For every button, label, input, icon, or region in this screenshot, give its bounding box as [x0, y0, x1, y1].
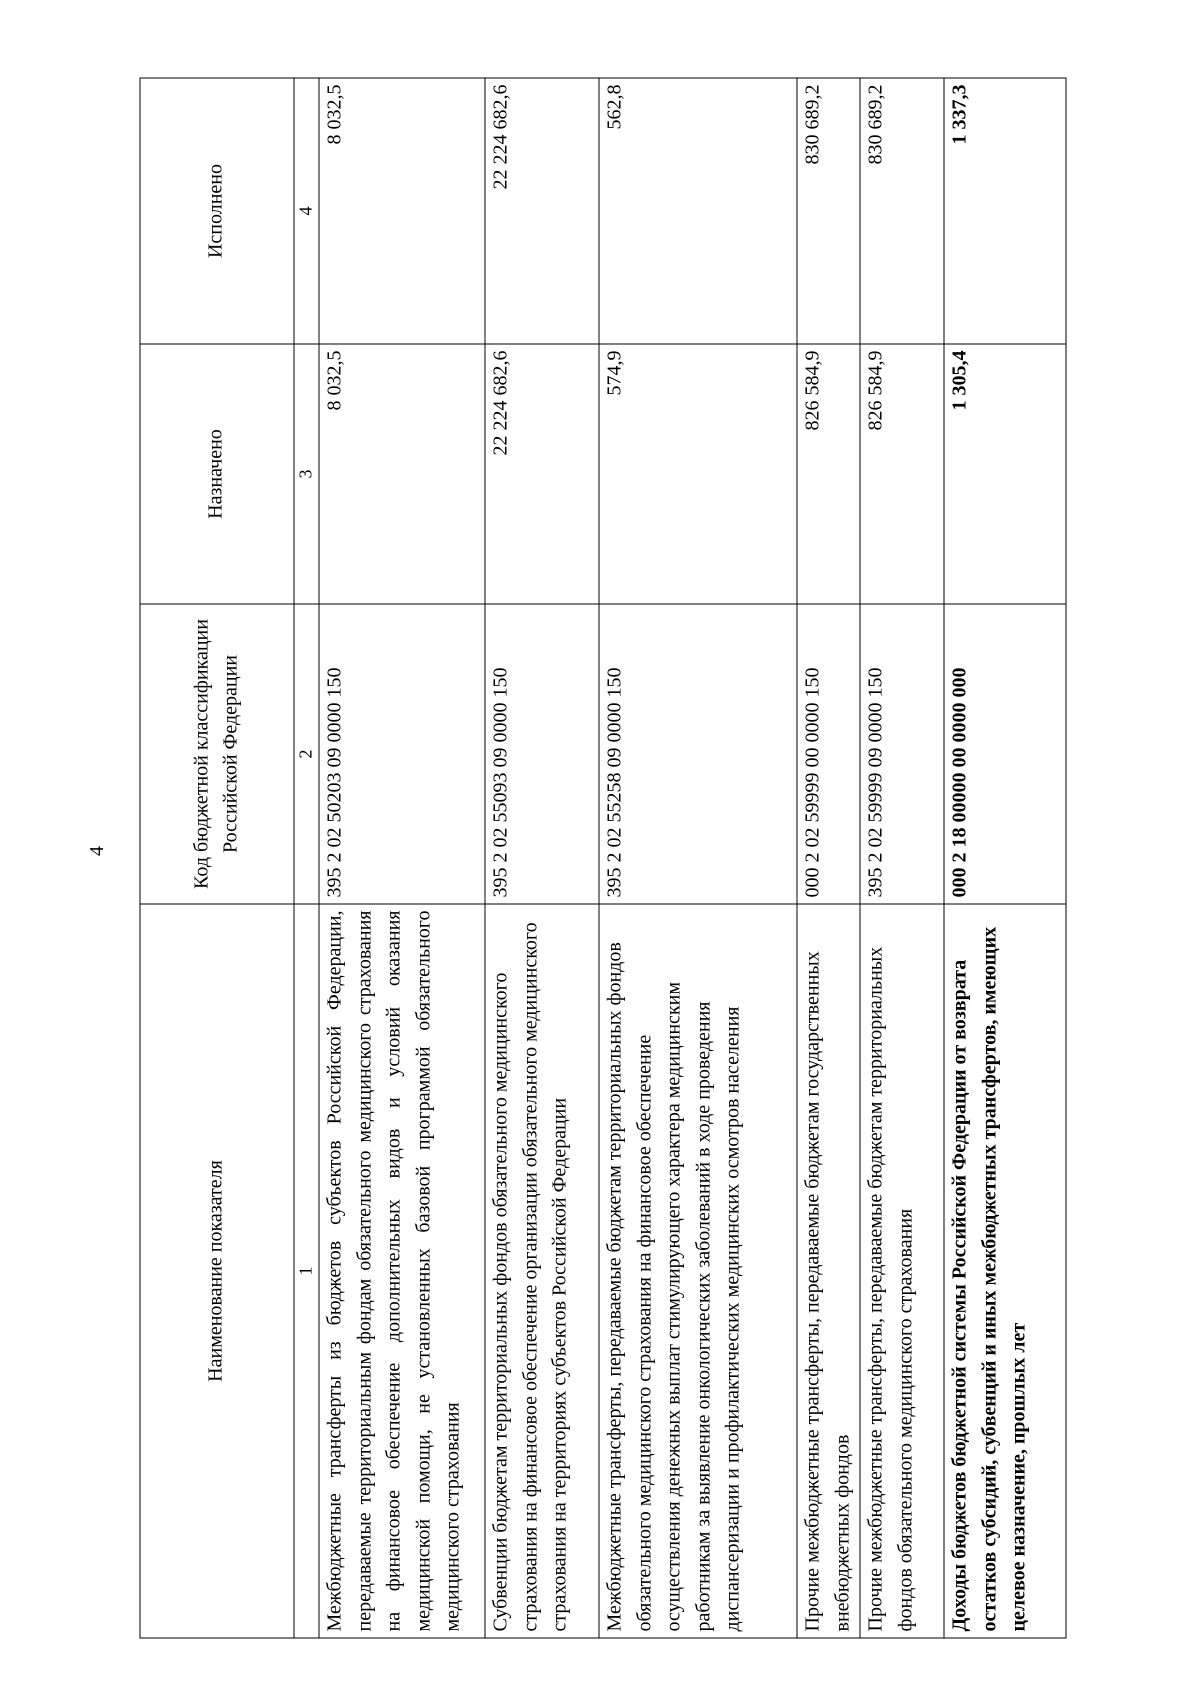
table-row: [599, 78, 797, 1638]
column-number: 2: [294, 604, 319, 904]
page-number: 4: [86, 846, 108, 856]
row-name: Субвенции бюджетам территориальных фондов обязательного медицинского страхования на финансовое обеспечение организации обязательного медицинского страхования на территориях субъектов Российской Федерации: [485, 904, 599, 1638]
row-assigned: 8 032,5: [319, 344, 485, 604]
row-code: 395 2 02 55258 09 0000 150: [599, 604, 797, 904]
header-executed: Исполнено: [140, 78, 294, 344]
row-assigned: 22 224 682,6: [485, 344, 599, 604]
row-name: Прочие межбюджетные трансферты, передаваемые бюджетам государственных внебюджетных фондов: [797, 904, 860, 1638]
row-assigned: 826 584,9: [860, 344, 944, 604]
header-assigned: Назначено: [140, 344, 294, 604]
header-code: Код бюджетной классификации Российской Федерации: [140, 604, 294, 904]
row-name: Доходы бюджетов бюджетной системы Российской Федерации от возврата остатков субсидий, субвенций и иных межбюджетных трансфертов, имеющих целевое назначение, прошлых лет: [944, 904, 1066, 1638]
row-assigned: 826 584,9: [797, 344, 860, 604]
row-assigned: 574,9: [599, 344, 797, 604]
row-executed: 8 032,5: [319, 78, 485, 344]
row-name: Прочие межбюджетные трансферты, передаваемые бюджетам территориальных фондов обязательного медицинского страхования: [860, 904, 944, 1638]
table-row: [860, 78, 944, 1638]
table-row: [797, 78, 860, 1638]
row-code: 395 2 02 55093 09 0000 150: [485, 604, 599, 904]
row-code: 395 2 02 59999 09 0000 150: [860, 604, 944, 904]
row-executed: 830 689,2: [797, 78, 860, 344]
table-row-total: [944, 78, 1066, 1638]
row-executed: 562,8: [599, 78, 797, 344]
column-number: 1: [294, 904, 319, 1638]
row-code: 000 2 02 59999 00 0000 150: [797, 604, 860, 904]
row-executed: 1 337,3: [944, 78, 1066, 344]
table-row: [485, 78, 599, 1638]
rotated-table-wrapper: [140, 78, 1045, 1638]
table-row: [319, 78, 485, 1638]
header-name: Наименование показателя: [140, 904, 294, 1638]
row-name: Межбюджетные трансферты, передаваемые бюджетам территориальных фондов обязательного медицинского страхования на финансовое обеспечение осуществления денежных выплат стимулирующего характера медицинским работникам за выявление онкологических заболеваний в ходе проведения диспансеризации и профилактических медицинских осмотров населения: [599, 904, 797, 1638]
row-executed: 22 224 682,6: [485, 78, 599, 344]
row-code: 000 2 18 00000 00 0000 000: [944, 604, 1066, 904]
row-assigned: 1 305,4: [944, 344, 1066, 604]
report-table: [140, 77, 1067, 1638]
table-header-row: [140, 78, 294, 1638]
column-number: 4: [294, 78, 319, 344]
row-executed: 830 689,2: [860, 78, 944, 344]
row-code: 395 2 02 50203 09 0000 150: [319, 604, 485, 904]
column-number: 3: [294, 344, 319, 604]
row-name: Межбюджетные трансферты из бюджетов субъектов Российской Федерации, передаваемые территориальным фондам обязательного медицинского страхования на финансовое обеспечение дополнительных видов и условий оказания медицинской помощи, не установленных базовой программой обязательного медицинского страхования: [319, 904, 485, 1638]
column-number-row: [294, 78, 319, 1638]
